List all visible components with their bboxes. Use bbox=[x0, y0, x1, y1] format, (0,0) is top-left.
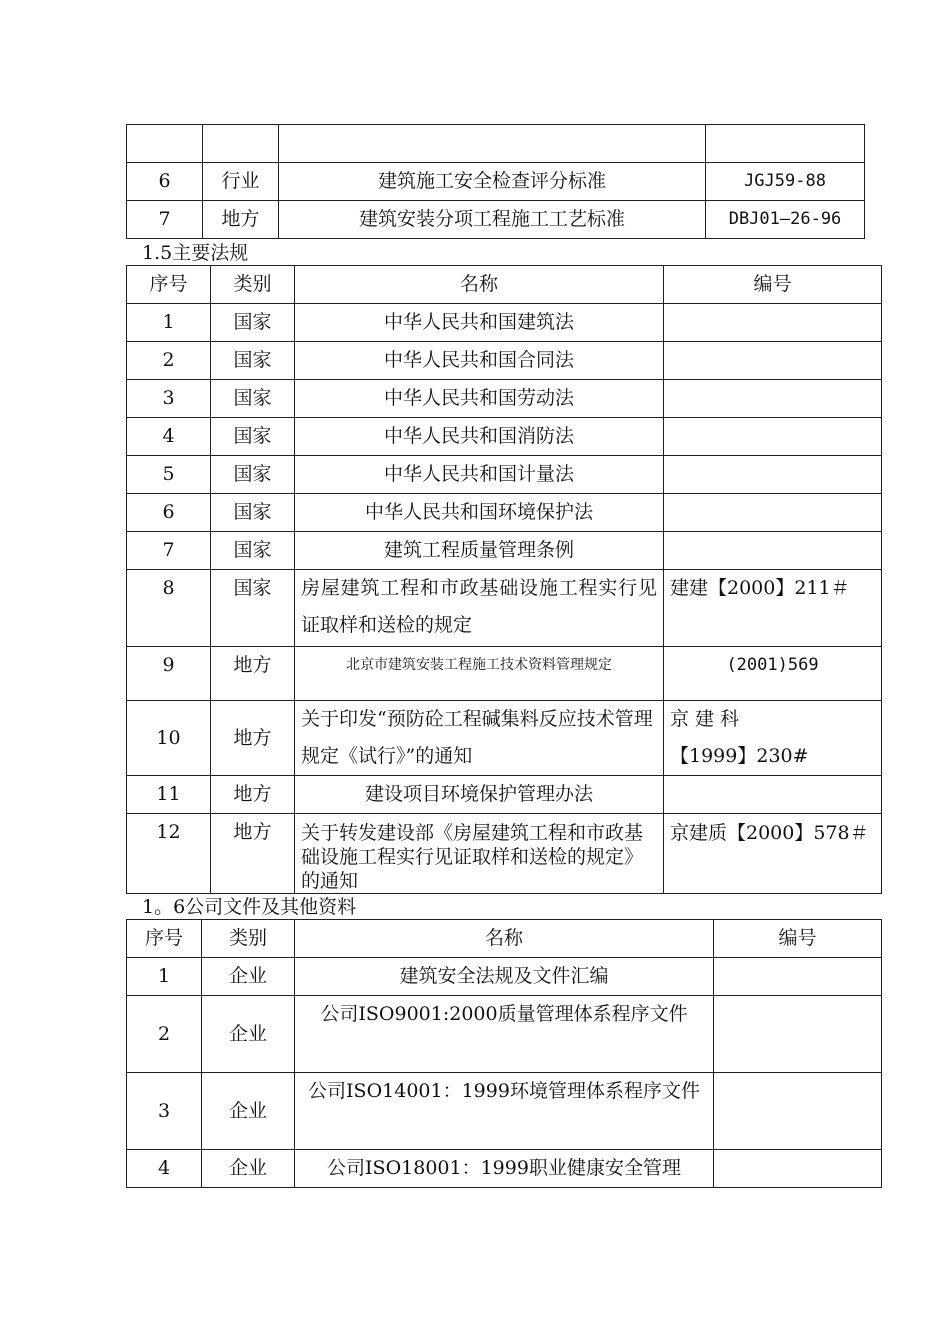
row-code bbox=[714, 958, 882, 996]
row-code bbox=[714, 1073, 882, 1150]
row-category: 地方 bbox=[211, 776, 295, 814]
header-code: 编号 bbox=[664, 266, 882, 304]
row-category: 国家 bbox=[211, 418, 295, 456]
row-name: 建筑工程质量管理条例 bbox=[295, 532, 664, 570]
table-row bbox=[127, 647, 882, 701]
row-code bbox=[664, 532, 882, 570]
row-category: 企业 bbox=[202, 958, 295, 996]
row-category: 国家 bbox=[211, 304, 295, 342]
row-category: 国家 bbox=[211, 494, 295, 532]
row-name: 建筑安装分项工程施工工艺标准 bbox=[279, 201, 706, 239]
row-code-line1: 京 建 科 bbox=[670, 708, 740, 730]
header-name: 名称 bbox=[295, 920, 714, 958]
row-no: 9 bbox=[127, 647, 211, 701]
table-row bbox=[127, 494, 882, 532]
row-category: 企业 bbox=[202, 996, 295, 1073]
row-name: 中华人民共和国环境保护法 bbox=[295, 494, 664, 532]
table-row bbox=[127, 163, 865, 201]
row-category: 国家 bbox=[211, 380, 295, 418]
header-category: 类别 bbox=[211, 266, 295, 304]
row-name: 中华人民共和国劳动法 bbox=[295, 380, 664, 418]
row-code bbox=[714, 1150, 882, 1188]
row-name: 关于印发“预防砼工程碱集料反应技术管理规定《试行》”的通知 bbox=[295, 701, 664, 776]
row-name: 关于转发建设部《房屋建筑工程和市政基础设施工程实行见证取样和送检的规定》的通知 bbox=[295, 814, 664, 894]
table-header-row bbox=[127, 920, 882, 958]
row-name: 公司ISO9001:2000质量管理体系程序文件 bbox=[295, 996, 714, 1073]
row-no: 1 bbox=[127, 304, 211, 342]
company-documents-table bbox=[126, 919, 882, 1188]
row-no: 1 bbox=[127, 958, 202, 996]
row-code: DBJ01—26-96 bbox=[706, 201, 865, 239]
table-row bbox=[127, 418, 882, 456]
table-row bbox=[127, 996, 882, 1073]
row-no: 6 bbox=[127, 163, 203, 201]
row-no: 2 bbox=[127, 342, 211, 380]
row-category: 行业 bbox=[203, 163, 279, 201]
row-name bbox=[279, 125, 706, 163]
row-no: 7 bbox=[127, 532, 211, 570]
row-code: 京建质【2000】578＃ bbox=[664, 814, 882, 894]
row-name: 建设项目环境保护管理办法 bbox=[295, 776, 664, 814]
table-row bbox=[127, 342, 882, 380]
row-no: 7 bbox=[127, 201, 203, 239]
row-no: 5 bbox=[127, 456, 211, 494]
row-code bbox=[664, 304, 882, 342]
row-no: 10 bbox=[127, 701, 211, 776]
row-no: 8 bbox=[127, 570, 211, 647]
table-row bbox=[127, 1150, 882, 1188]
row-code bbox=[664, 456, 882, 494]
row-name: 建筑施工安全检查评分标准 bbox=[279, 163, 706, 201]
row-name: 公司ISO14001：1999环境管理体系程序文件 bbox=[295, 1073, 714, 1150]
row-code bbox=[664, 776, 882, 814]
table-row bbox=[127, 1073, 882, 1150]
header-no: 序号 bbox=[127, 920, 202, 958]
table-row bbox=[127, 701, 882, 776]
row-code bbox=[664, 701, 882, 776]
header-no: 序号 bbox=[127, 266, 211, 304]
row-code: 建建【2000】211＃ bbox=[664, 570, 882, 647]
row-name: 建筑安全法规及文件汇编 bbox=[295, 958, 714, 996]
row-code bbox=[664, 380, 882, 418]
row-name: 中华人民共和国建筑法 bbox=[295, 304, 664, 342]
table-row bbox=[127, 776, 882, 814]
row-code bbox=[706, 125, 865, 163]
section-heading-regulations: 1.5主要法规 bbox=[142, 242, 249, 264]
table-row bbox=[127, 456, 882, 494]
row-no: 4 bbox=[127, 1150, 202, 1188]
row-code-line2: 【1999】230# bbox=[670, 745, 809, 767]
table-row bbox=[127, 380, 882, 418]
table-row bbox=[127, 304, 882, 342]
row-no: 6 bbox=[127, 494, 211, 532]
row-category: 企业 bbox=[202, 1150, 295, 1188]
header-name: 名称 bbox=[295, 266, 664, 304]
row-name: 中华人民共和国计量法 bbox=[295, 456, 664, 494]
row-name: 公司ISO18001：1999职业健康安全管理 bbox=[295, 1150, 714, 1188]
row-category: 国家 bbox=[211, 456, 295, 494]
table-row bbox=[127, 532, 882, 570]
row-category: 地方 bbox=[203, 201, 279, 239]
row-code bbox=[664, 494, 882, 532]
row-no bbox=[127, 125, 203, 163]
table-row bbox=[127, 201, 865, 239]
row-no: 11 bbox=[127, 776, 211, 814]
row-code bbox=[664, 418, 882, 456]
table-header-row bbox=[127, 266, 882, 304]
row-name: 中华人民共和国消防法 bbox=[295, 418, 664, 456]
row-name: 房屋建筑工程和市政基础设施工程实行见证取样和送检的规定 bbox=[295, 570, 664, 647]
row-category: 地方 bbox=[211, 701, 295, 776]
row-no: 3 bbox=[127, 380, 211, 418]
row-no: 3 bbox=[127, 1073, 202, 1150]
table-row bbox=[127, 125, 865, 163]
row-name: 中华人民共和国合同法 bbox=[295, 342, 664, 380]
row-code bbox=[664, 342, 882, 380]
row-no: 2 bbox=[127, 996, 202, 1073]
row-category bbox=[203, 125, 279, 163]
row-no: 12 bbox=[127, 814, 211, 894]
row-category: 国家 bbox=[211, 532, 295, 570]
table-row bbox=[127, 814, 882, 894]
standards-table bbox=[126, 124, 865, 239]
table-row bbox=[127, 570, 882, 647]
row-category: 国家 bbox=[211, 342, 295, 380]
row-code: (2001)569 bbox=[664, 647, 882, 701]
regulations-table bbox=[126, 265, 882, 894]
section-heading-company-documents: 1。6公司文件及其他资料 bbox=[142, 896, 357, 918]
table-row bbox=[127, 958, 882, 996]
row-code: JGJ59-88 bbox=[706, 163, 865, 201]
row-category: 企业 bbox=[202, 1073, 295, 1150]
row-category: 国家 bbox=[211, 570, 295, 647]
row-code bbox=[714, 996, 882, 1073]
row-category: 地方 bbox=[211, 814, 295, 894]
header-code: 编号 bbox=[714, 920, 882, 958]
row-category: 地方 bbox=[211, 647, 295, 701]
row-no: 4 bbox=[127, 418, 211, 456]
header-category: 类别 bbox=[202, 920, 295, 958]
row-name: 北京市建筑安装工程施工技术资料管理规定 bbox=[295, 647, 664, 701]
